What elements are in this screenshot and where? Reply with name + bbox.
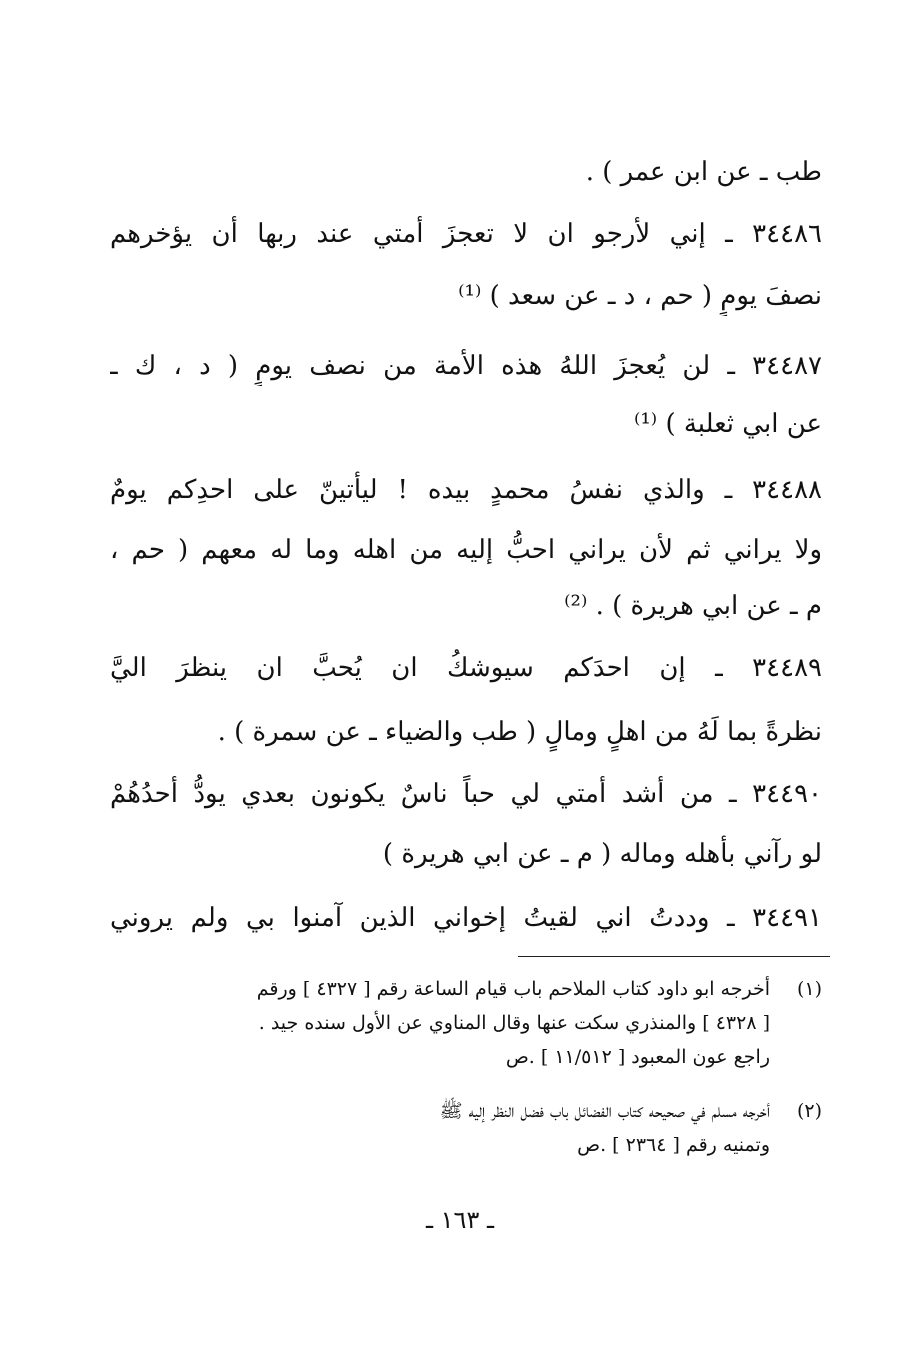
hadith-34486-line-2: نصفَ يومٍ ( حم ، د ـ عن سعد ) ⁽¹⁾ (458, 281, 822, 311)
footnote-line: أخرجه ابو داود كتاب الملاحم باب قيام الساعة رقم [ ٤٣٢٧ ] ورقم (256, 978, 770, 1000)
hadith-34487-line-2: عن ابي ثعلبة ) ⁽¹⁾ (633, 409, 822, 439)
hadith-34489-line-1: ٣٤٤٨٩ ـ إن احدَكم سيوشكُ ان يُحبَّ ان ينظرَ اليَّ (110, 653, 822, 683)
text-line-1: طب ـ عن ابن عمر ) . (585, 157, 822, 187)
hadith-34490-line-1: ٣٤٤٩٠ ـ من أشد أمتي لي حباً ناسٌ يكونون بعدي يودُّ أحدُهُمْ (110, 779, 822, 809)
hadith-34489-line-2: نظرةً بما لَهُ من اهلٍ ومالٍ ( طب والضياء ـ عن سمرة ) . (217, 717, 822, 747)
hadith-34490-line-2: لو رآني بأهله وماله ( م ـ عن ابي هريرة ) (382, 839, 822, 869)
hadith-34488-line-1: ٣٤٤٨٨ ـ والذي نفسُ محمدٍ بيده ! ليأتينّ على احدِكم يومٌ (110, 475, 822, 505)
hadith-34491-line-1: ٣٤٤٩١ ـ وددتُ اني لقيتُ إخواني الذين آمنوا بي ولم يروني (110, 903, 822, 933)
footnote-marker: (٢) (796, 1100, 822, 1122)
footnote-line: أخرجه مسلم في صحيحه كتاب الفضائل باب فضل النظر إليه ﷺ (439, 1100, 770, 1122)
hadith-34488-line-3: م ـ عن ابي هريرة ) . ⁽²⁾ (564, 591, 822, 621)
footnote-marker: (١) (796, 978, 822, 1000)
footnote-line: [ ٤٣٢٨ ] والمنذري سكت عنها وقال المناوي عن الأول سنده جيد . (258, 1012, 770, 1034)
hadith-34486-line-1: ٣٤٤٨٦ ـ إني لأرجو ان لا تعجزَ أمتي عند ربها أن يؤخرهم (110, 219, 822, 249)
footnote-1 (110, 972, 822, 1074)
footnote-2 (110, 1094, 822, 1162)
footnote-line: وتمنيه رقم [ ٢٣٦٤ ] .ص (577, 1134, 770, 1156)
footnote-line: راجع عون المعبود [ ١١/٥١٢ ] .ص (505, 1046, 770, 1068)
footnote-divider (518, 956, 830, 957)
hadith-34487-line-1: ٣٤٤٨٧ ـ لن يُعجزَ اللهُ هذه الأمة من نصف يومٍ ( د ، ك ـ (110, 351, 822, 381)
hadith-34488-line-2: ولا يراني ثم لأن يراني احبُّ إليه من اهله وما له معهم ( حم ، (110, 535, 822, 565)
page-number: ـ ١٦٣ ـ (425, 1206, 494, 1234)
